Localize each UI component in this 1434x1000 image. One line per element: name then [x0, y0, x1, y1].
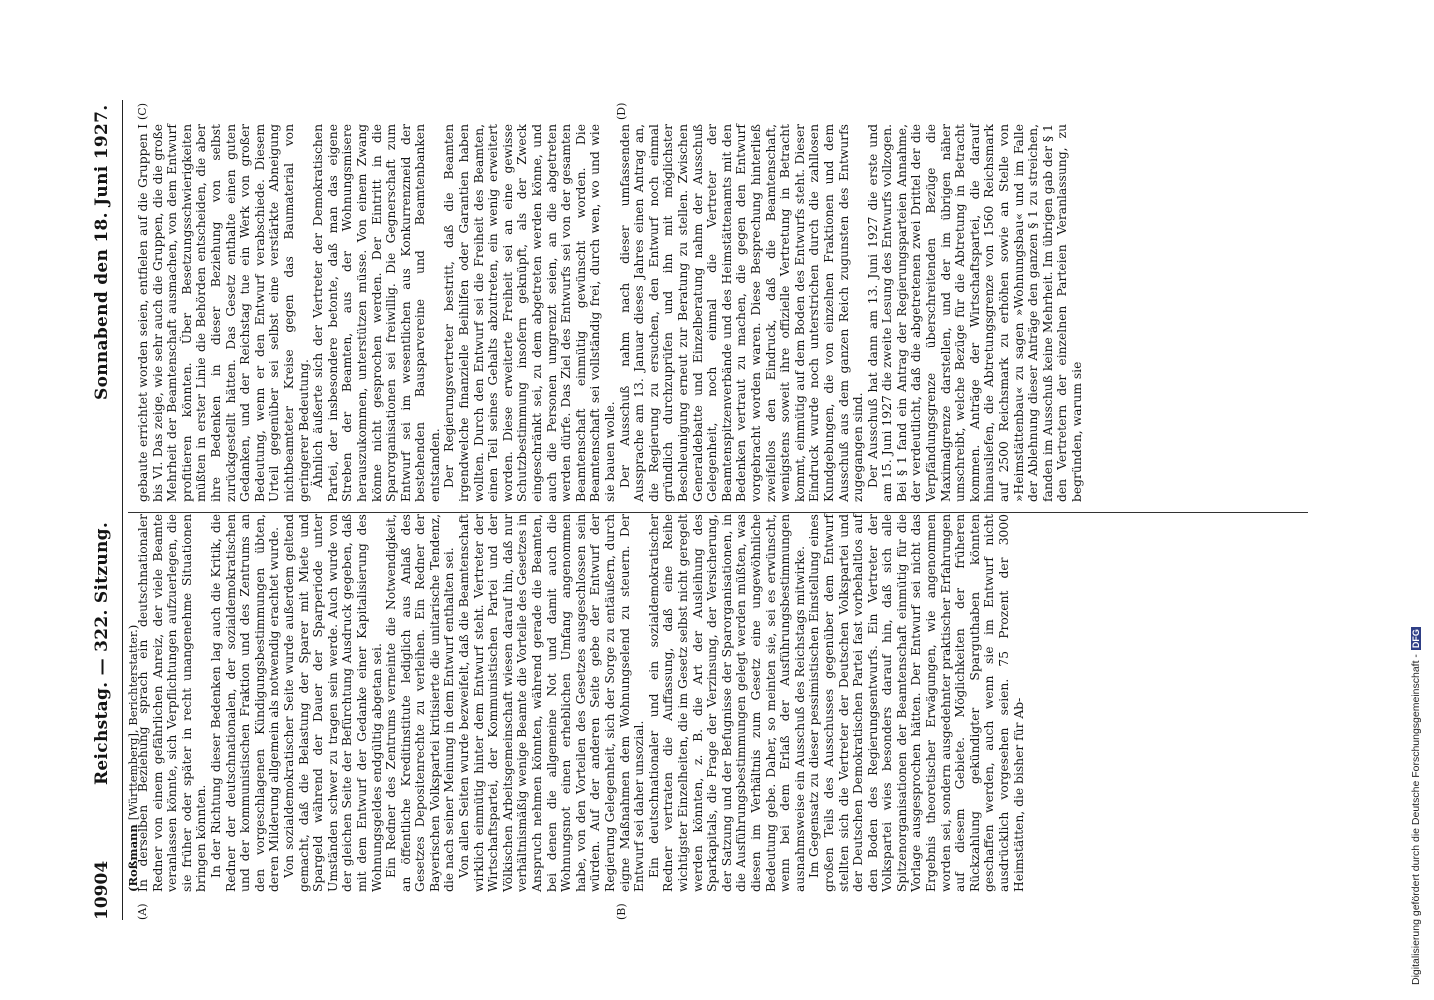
column-divider [128, 512, 1308, 513]
paragraph: Von sozialdemokratischer Seite wurde außerdem geltend gemacht, daß die Belastung der Sparer mit Miete und Spargeld während der Dauer der Sparperiode unter Umständen schwer zu tragen sein werde. Auch wurde von der gleichen Seite der Befürchtung Ausdruck gegeben, daß mit dem Entwurf der Gedanke einer Kapitalisierung des Wohnungsgeldes endgültig abgetan sei. [281, 514, 384, 892]
session-date: Sonnabend den 18. Juni 1927. [92, 104, 112, 400]
left-text-column [136, 514, 1026, 892]
paragraph: gebaute errichtet worden seien, entfielen auf die Gruppen I bis VI. Das zeige, wie sehr auch die Gruppen, die die große Mehrheit der Beamtenschaft ausmachen, von dem Entwurf profitieren könnten. Über Besetzungsschwierigkeiten müßten in erster Linie die Behörden entscheiden, die aber ihre Bedenken in dieser Beziehung von selbst zurückgestellt hätten. Das Gesetz enthalte einen guten Gedanken, und der Reichstag tue ein Werk von großer Bedeutung, wenn er den Entwurf verabschiede. Diesem Urteil gegenüber sei selbst eine verstärkte Abneigung nichtbeamteter Kreise gegen das Baumaterial von geringerer Bedeutung. [136, 124, 311, 502]
paragraph: In derselben Beziehung sprach ein deutschnationaler Redner von einem gefährlichen Anreiz, der viele Beamte veranlassen könnte, sich Verpflichtungen aufzuerlegen, die sie früher oder später in recht unangenehme Situationen bringen könnten. [136, 514, 209, 892]
page-header [90, 100, 120, 920]
rotated-document-page [90, 100, 1320, 920]
paragraph: Der Regierungsvertreter bestritt, daß die Beamten irgendwelche finanzielle Beihilfen oder Garantien haben wollten. Durch den Entwurf sei die Freiheit des Beamten, einen Teil seines Gehalts abzutreten, ein wenig erweitert worden. Diese erweiterte Freiheit sei an eine gewisse Schutzbestimmung insofern geknüpft, als der Zweck eingeschränkt sei, zu dem abgetreten werden könne, und auch die Personen umgrenzt seien, an die abgetreten werden dürfe. Das Ziel des Entwurfs sei von der gesamten Beamtenschaft einmütig gewünscht worden. Die Beamtenschaft sei vollständig frei, durch wen, wo und wie sie bauen wolle. [442, 124, 617, 502]
page-number: 10904 [92, 860, 112, 920]
dfg-logo: DFG [1411, 629, 1421, 649]
paragraph: Ein Redner des Zentrums verneinte die Notwendigkeit, an öffentliche Kreditinstitute lediglich aus Anlaß des Gesetzes Depositenrechte zu verleihen. Ein Redner der Bayerischen Volkspartei kritisierte die unitarische Tendenz, die nach seiner Meinung in dem Entwurf enthalten sei. [384, 514, 457, 892]
header-rule [122, 100, 123, 920]
paragraph: Der Ausschuß nahm nach dieser umfassenden Aussprache am 13. Januar dieses Jahres einen Antrag an, die Regierung zu ersuchen, den Entwurf noch einmal gründlich durchzuprüfen und ihn mit möglichster Beschleunigung erneut zur Beratung zu stellen. Zwischen Generaldebatte und Einzelberatung nahm der Ausschuß Gelegenheit, noch einmal die Vertreter der Beamtenspitzenverbände und des Heimstättenamts mit den Bedenken vertraut zu machen, die gegen den Entwurf vorgebracht worden waren. Diese Besprechung hinterließ zweifellos den Eindruck, daß die Beamtenschaft, wenigstens soweit ihre offizielle Vertretung in Betracht kommt, einmütig auf dem Boden des Entwurfs steht. Dieser Eindruck wurde noch unterstrichen durch die zahllosen Kundgebungen, die von einzelnen Fraktionen und dem Ausschuß aus dem ganzen Reich zugunsten des Entwurfs zugegangen sind. [617, 124, 866, 502]
session-title: Reichstag. — 322. Sitzung. [92, 521, 112, 785]
digitization-credit [1410, 627, 1422, 985]
paragraph: Ein deutschnationaler und ein sozialdemokratischer Redner vertraten die Auffassung, daß eine Reihe wichtigster Einzelheiten, die im Gesetz selbst nicht geregelt werden könnten, z. B. die Art der Ausleihung des Sparkapitals, die Frage der Verzinsung, der Versicherung, der Satzung und der Befugnisse der Sparorganisationen, in die Ausführungsbestimmungen gelegt werden müßten, was diesen im Verhältnis zum Gesetz eine ungewöhnliche Bedeutung gebe. Daher, so meinten sie, sei es erwünscht, wenn bei dem Erlaß der Ausführungsbestimmungen ausnahmsweise ein Ausschuß des Reichstags mitwirke. [646, 514, 807, 892]
margin-marker-d: (D) [615, 102, 628, 120]
credit-text: Digitalisierung gefördert durch die Deutsche Forschungsgemeinschaft - [1410, 654, 1422, 985]
margin-marker-b: (B) [615, 903, 628, 920]
right-text-column [136, 124, 1085, 502]
paragraph: In der Richtung dieser Bedenken lag auch die Kritik, die Redner der deutschnationalen, der sozialdemokratischen und der kommunistischen Fraktion und des Zentrums an den vorgeschlagenen Kündigungsbestimmungen übten, deren Milderung allgemein als notwendig erachtet wurde. [208, 514, 282, 892]
paragraph: Der Ausschuß hat dann am 13. Juni 1927 die erste und am 15. Juni 1927 die zweite Lesung des Entwurfs vollzogen. Bei § 1 fand ein Antrag der Regierungsparteien Annahme, der verdeutlicht, daß die abgetretenen zwei Drittel der die Verpfändungsgrenze überschreitenden Bezüge die Maximalgrenze darstellen, und der im übrigen näher umschreibt, welche Bezüge für die Abtretung in Betracht kommen. Anträge der Wirtschaftspartei, die darauf hinausliefen, die Abtretungsgrenze von 1560 Reichsmark auf 2500 Reichsmark zu erhöhen sowie an Stelle von »Heimstättenbau« zu sagen »Wohnungsbau« und im Falle der Ablehnung dieser Anträge den ganzen § 1 zu streichen, fanden im Ausschuß keine Mehrheit. Im übrigen gab der § 1 den Vertretern der einzelnen Parteien Veranlassung, zu begründen, warum sie [865, 124, 1084, 502]
paragraph: Von allen Seiten wurde bezweifelt, daß die Beamtenschaft wirklich einmütig hinter dem Entwurf steht. Vertreter der Wirtschaftspartei, der Kommunistischen Partei und der Völkischen Arbeitsgemeinschaft wiesen darauf hin, daß nur verhältnismäßig wenige Beamte die Vorteile des Gesetzes in Anspruch nehmen könnten, während gerade die Beamten, bei denen die allgemeine Not und damit auch die Wohnungsnot einen erheblichen Umfang angenommen habe, von den Vorteilen des Gesetzes ausgeschlossen sein würden. Auf der anderen Seite gebe der Entwurf der Regierung Gelegenheit, sich der Sorge zu entäußern, durch eigne Maßnahmen dem Wohnungselend zu steuern. Der Entwurf sei daher unsozial. [457, 514, 647, 892]
paragraph: Ähnlich äußerte sich der Vertreter der Demokratischen Partei, der insbesondere betonte, daß man das eigene Streben der Beamten, aus der Wohnungsmisere herauszukommen, unterstützen müsse. Von einem Zwang könne nicht gesprochen werden. Der Eintritt in die Sparorganisationen sei freiwillig. Die Gegnerschaft zum Entwurf sei im wesentlichen aus Konkurrenzneid der bestehenden Bausparvereine und Beamtenbanken entstanden. [311, 124, 442, 502]
margin-marker-a: (A) [136, 903, 149, 920]
speaker-name: (Roßmann [126, 824, 140, 892]
speaker-note: [Württemberg], Berichterstatter.) [126, 624, 140, 821]
margin-marker-c: (C) [136, 103, 149, 120]
paragraph: Im Gegensatz zu dieser pessimistischen Einstellung eines großen Teils des Ausschusses gegenüber dem Entwurf stellten sich die Vertreter der Deutschen Volkspartei und der Deutschen Demokratischen Partei fast vorbehaltlos auf den Boden des Regierungsentwurfs. Ein Vertreter der Volkspartei wies besonders darauf hin, daß sich alle Spitzenorganisationen der Beamtenschaft einmütig für die Vorlage ausgesprochen hätten. Der Entwurf sei nicht das Ergebnis theoretischer Erwägungen, wie angenommen worden sei, sondern ausgedehnter praktischer Erfahrungen auf diesem Gebiete. Möglichkeiten der früheren Rückzahlung gekündigter Sparguthaben könnten geschaffen werden, auch wenn sie im Entwurf nicht ausdrücklich vorgesehen seien. 75 Prozent der 3000 Heimstätten, die bisher für Ab- [807, 514, 1026, 892]
